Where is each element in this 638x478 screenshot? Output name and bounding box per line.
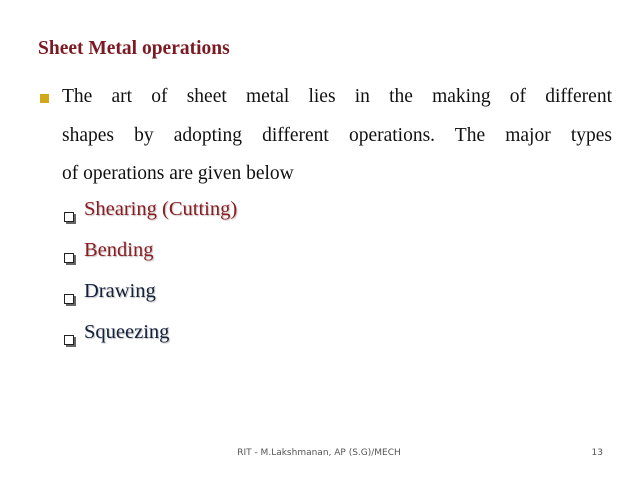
paragraph-line-2: shapes by adopting different operations. The major types bbox=[62, 124, 612, 146]
operation-label: Squeezing bbox=[84, 321, 170, 343]
paragraph-line-1: The art of sheet metal lies in the making of different bbox=[62, 86, 612, 107]
operation-label: Shearing (Cutting) bbox=[84, 198, 238, 220]
checkbox-bullet-icon bbox=[64, 335, 74, 345]
intro-paragraph bbox=[62, 78, 612, 194]
footer-author: RIT - M.Lakshmanan, AP (S.G)/MECH bbox=[237, 448, 401, 458]
page-number: 13 bbox=[591, 448, 603, 458]
slide-title: Sheet Metal operations bbox=[38, 38, 230, 59]
checkbox-bullet-icon bbox=[64, 212, 74, 222]
square-bullet-icon bbox=[40, 94, 49, 103]
operation-label: Drawing bbox=[84, 280, 156, 302]
checkbox-bullet-icon bbox=[64, 253, 74, 263]
paragraph-line-3: of operations are given below bbox=[62, 163, 294, 184]
operation-label: Bending bbox=[84, 239, 154, 261]
checkbox-bullet-icon bbox=[64, 294, 74, 304]
